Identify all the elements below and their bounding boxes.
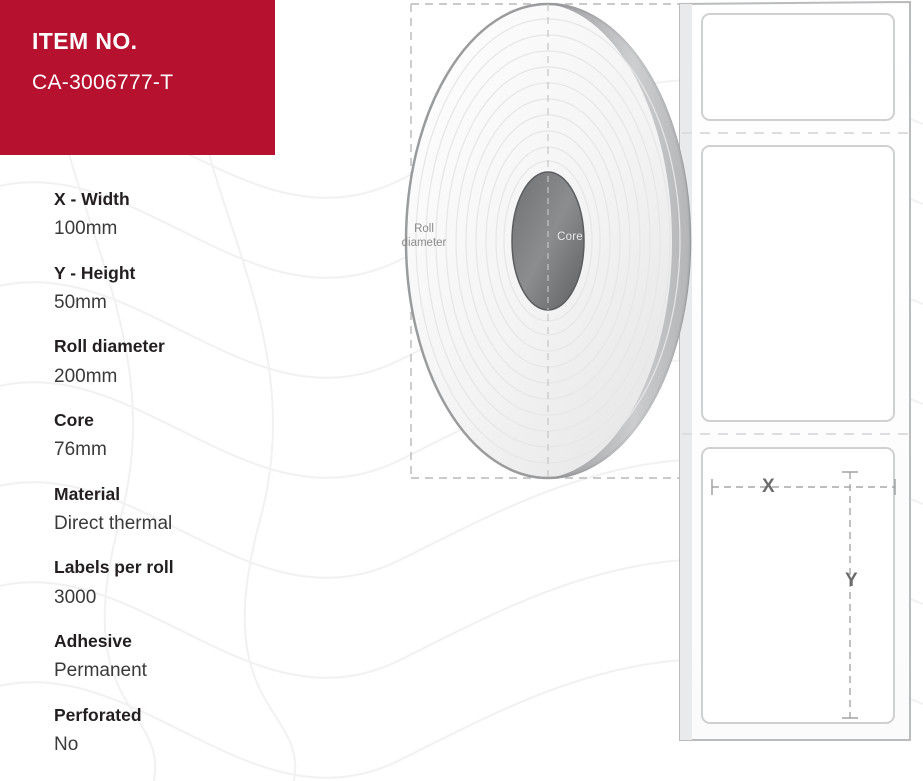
roll-diameter-caption-line-1: Roll xyxy=(414,223,434,235)
core-caption: Core xyxy=(557,231,583,243)
label-roll-illustration xyxy=(380,0,923,781)
spec-row-material xyxy=(54,481,384,539)
spec-label: Adhesive xyxy=(54,631,132,652)
spec-value: 100mm xyxy=(54,218,118,240)
spec-row-labels-per-roll xyxy=(54,554,384,612)
spec-row-perforated xyxy=(54,702,384,760)
height-marker-y: Y xyxy=(845,570,858,591)
spec-label: X - Width xyxy=(54,189,130,209)
spec-value: 50mm xyxy=(54,291,107,313)
spec-row-width xyxy=(54,186,384,244)
spec-value: No xyxy=(54,734,79,756)
specification-list xyxy=(54,186,384,776)
spec-label: Material xyxy=(54,483,121,504)
spec-label: Perforated xyxy=(54,704,142,725)
spec-label: Roll diameter xyxy=(54,336,165,357)
width-marker-x: X xyxy=(762,476,775,497)
roll-diameter-caption-line-2: diameter xyxy=(401,237,447,250)
spec-label: Core xyxy=(54,410,94,431)
item-number-badge xyxy=(0,0,275,155)
roll-diameter-caption xyxy=(386,222,462,251)
spec-row-adhesive xyxy=(54,628,384,686)
spec-row-roll-diameter xyxy=(54,333,384,391)
spec-value: 76mm xyxy=(54,439,107,461)
spec-label: Y - Height xyxy=(54,262,136,283)
spec-row-core xyxy=(54,407,384,465)
item-number-value: CA-3006777-T xyxy=(32,71,174,94)
spec-value: Direct thermal xyxy=(54,513,173,534)
spec-value: 3000 xyxy=(54,586,97,608)
spec-row-height xyxy=(54,260,384,318)
spec-label: Labels per roll xyxy=(54,557,174,578)
spec-value: 200mm xyxy=(54,365,118,387)
item-number-label: ITEM NO. xyxy=(32,28,138,54)
spec-value: Permanent xyxy=(54,660,147,682)
